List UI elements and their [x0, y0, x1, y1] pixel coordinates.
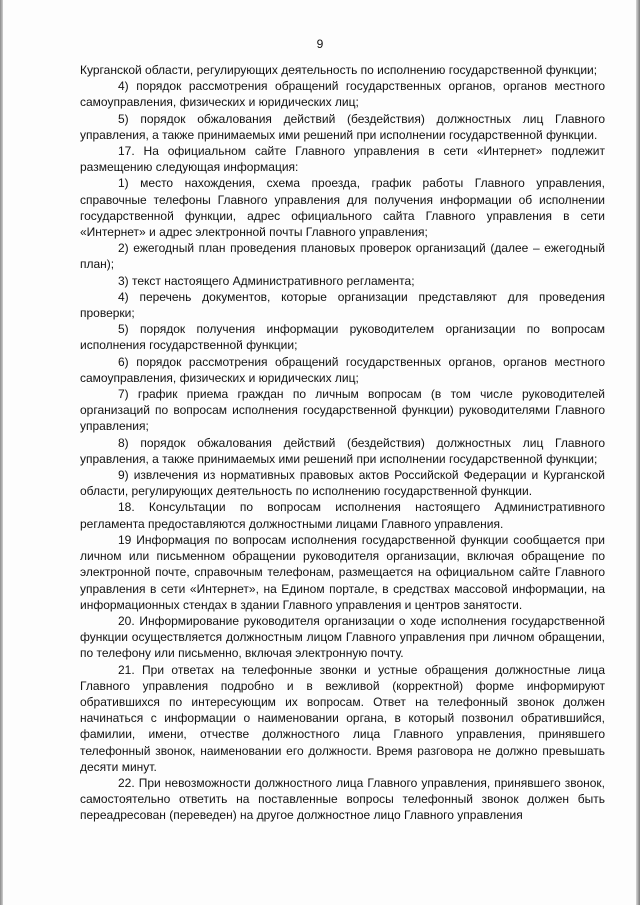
- paragraph-item: 4) порядок рассмотрения обращений государственных органов, органов местного самоуправления, физических и юридических лиц;: [80, 79, 605, 110]
- page-number: 9: [316, 37, 324, 51]
- paragraph-clause-22: 22. При невозможности должностного лица Главного управления, принявшего звонок, самостоятельно ответить на поставленные вопросы телефонный звонок должен быть переадресован (переведен) на другое должностное лицо Главного управления: [80, 775, 605, 823]
- paragraph-item: 5) порядок обжалования действий (бездействия) должностных лиц Главного управления, а также принимаемых ими решений при исполнении государственной функции.: [80, 111, 605, 142]
- paragraph-item: 9) извлечения из нормативных правовых актов Российской Федерации и Курганской области, регулирующих деятельность по исполнению государственной функции.: [80, 468, 605, 499]
- paragraph-clause-21: 21. При ответах на телефонные звонки и устные обращения должностные лица Главного управления подробно и в вежливой (корректной) форме информируют обратившихся по интересующим их вопросам. Ответ на телефонный звонок должен начинаться с информации о наименовании органа, в который позвонил обратившийся, фамилии, имени, отчестве должностного лица Главного управления, принявшего телефонный звонок, наименовании его должности. Время разговора не должно превышать десяти минут.: [80, 662, 605, 774]
- paragraph-item: 5) порядок получения информации руководителем организации по вопросам исполнения государственной функции;: [80, 322, 605, 353]
- paragraph-item: 2) ежегодный план проведения плановых проверок организаций (далее – ежегодный план);: [80, 241, 605, 272]
- scan-edge-left: [0, 0, 3, 905]
- paragraph-clause-17: 17. На официальном сайте Главного управления в сети «Интернет» подлежит размещению следующая информация:: [80, 144, 605, 175]
- paragraph-item: 3) текст настоящего Административного регламента;: [118, 273, 415, 288]
- scan-edge-right: [636, 0, 640, 905]
- paragraph-item: 8) порядок обжалования действий (бездействия) должностных лиц Главного управления, а также принимаемых ими решений при исполнении государственной функции;: [80, 435, 605, 466]
- paragraph-clause-19: 19 Информация по вопросам исполнения государственной функции сообщается при личном или письменном обращении руководителя организации, включая обращение по электронной почте, справочным телефонам, размещается на официальном сайте Главного управления в сети «Интернет», на Едином портале, в средствах массовой информации, на информационных стендах в здании Главного управления и центров занятости.: [80, 532, 605, 612]
- paragraph-clause-20: 20. Информирование руководителя организации о ходе исполнения государственной функции осуществляется должностным лицом Главного управления при личном обращении, по телефону или письменно, включая электронную почту.: [80, 613, 605, 661]
- paragraph-continuation: Курганской области, регулирующих деятельность по исполнению государственной функции;: [80, 63, 598, 77]
- paragraph-item: 4) перечень документов, которые организации представляют для проведения проверки;: [80, 289, 605, 321]
- document-body: [80, 62, 605, 824]
- paragraph-clause-18: 18. Консультации по вопросам исполнения настоящего Административного регламента предоставляются должностными лицами Главного управления.: [80, 500, 605, 531]
- paragraph-item: 7) график приема граждан по личным вопросам (в том числе руководителей организаций по вопросам исполнения государственной функции) руководителями Главного управления;: [80, 387, 605, 434]
- paragraph-item: 1) место нахождения, схема проезда, график работы Главного управления, справочные телефоны Главного управления для получения информации об исполнении государственной функции, адрес официального сайта Главного управления в сети «Интернет» и адрес электронной почты Главного управления;: [80, 176, 605, 240]
- paragraph-item: 6) порядок рассмотрения обращений государственных органов, органов местного самоуправления, физических и юридических лиц;: [80, 354, 605, 385]
